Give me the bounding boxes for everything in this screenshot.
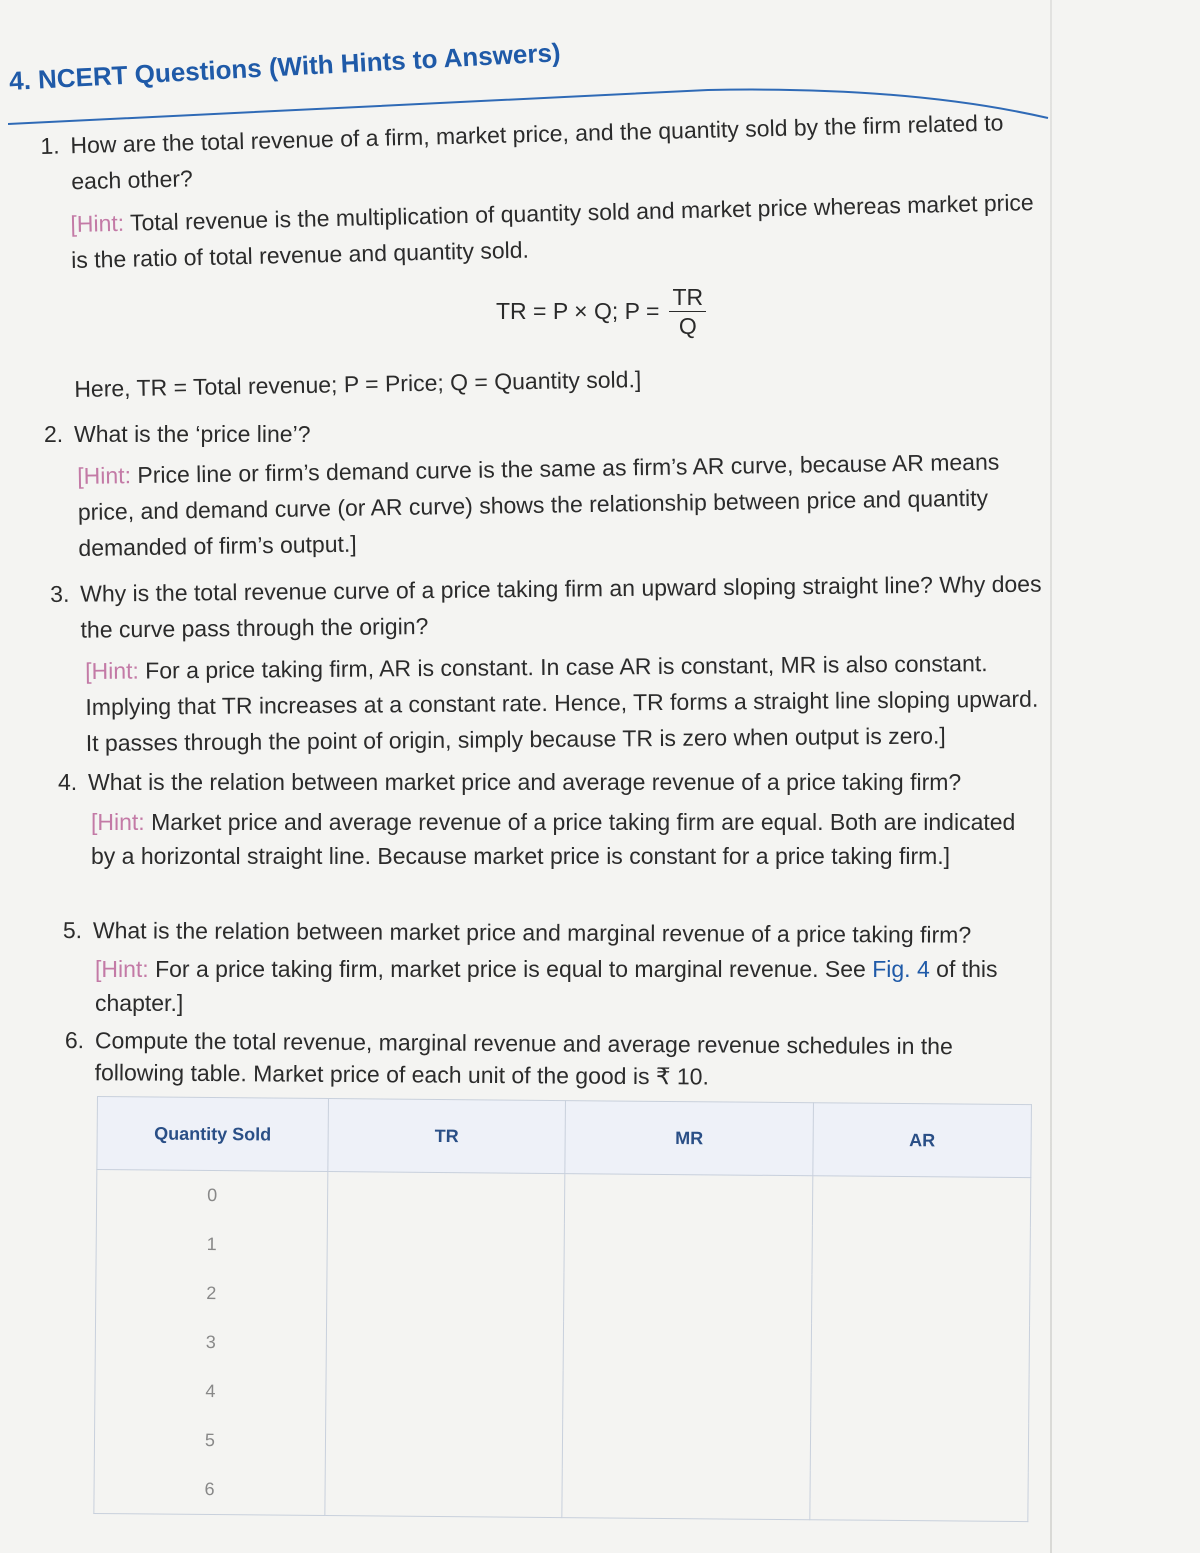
note-text: Here, TR = Total revenue; P = Price; Q = Quantity sold.]	[74, 366, 642, 402]
quantity-cell: 3	[95, 1317, 326, 1368]
mr-cell	[562, 1468, 810, 1520]
question-text: How are the total revenue of a firm, market price, and the quantity sold by the firm related to each other?	[70, 109, 1004, 195]
hint-3	[85, 645, 1041, 761]
hint-5	[95, 952, 1035, 1020]
ar-cell	[810, 1421, 1028, 1472]
mr-cell	[564, 1223, 812, 1274]
mr-cell	[562, 1419, 810, 1470]
fraction-numerator: TR	[669, 283, 706, 312]
tr-cell	[327, 1172, 564, 1224]
hint-text-end: of this chapter.]	[95, 956, 998, 1016]
question-number: 3.	[50, 580, 70, 607]
mr-cell	[564, 1272, 812, 1323]
question-number: 4.	[58, 769, 78, 795]
formula-note	[74, 359, 775, 407]
hint-2	[77, 443, 1047, 566]
header-mr: MR	[565, 1101, 814, 1176]
table-row	[95, 1317, 1029, 1374]
header-ar: AR	[813, 1103, 1032, 1178]
question-text: Compute the total revenue, marginal revenue and average revenue schedules in the following table. Market price of each unit of the good is ₹ 10.	[94, 1027, 953, 1090]
table-row	[94, 1464, 1028, 1522]
ar-cell	[811, 1323, 1029, 1374]
question-5	[63, 912, 1033, 953]
table-row	[94, 1415, 1028, 1472]
hint-text: For a price taking firm, AR is constant. In case AR is constant, MR is also constant. Implying that TR increases at a constant rate. Hence, TR forms a straight line sloping upward. It passes through the point of origin, simply because TR is zero when output is zero.]	[85, 650, 1039, 756]
fraction	[669, 283, 706, 340]
question-6	[65, 1024, 1035, 1095]
ar-cell	[812, 1274, 1030, 1325]
hint-label: [Hint:	[85, 657, 139, 684]
question-4	[58, 764, 1028, 800]
hint-4	[91, 805, 1036, 873]
hint-text: Total revenue is the multiplication of quantity sold and market price whereas market price is the ratio of total revenue and quantity sold.	[70, 189, 1034, 273]
ar-cell	[810, 1470, 1028, 1521]
revenue-schedule-table	[93, 1096, 1032, 1522]
mr-cell	[563, 1370, 811, 1421]
tr-cell	[325, 1417, 562, 1468]
tr-cell	[327, 1270, 564, 1321]
question-text: What is the relation between market price and average revenue of a price taking firm?	[88, 769, 962, 795]
question-number: 6.	[64, 1026, 85, 1054]
question-3	[50, 566, 1045, 648]
tr-cell	[325, 1466, 562, 1518]
question-number: 1.	[40, 132, 60, 159]
formula-left: TR = P × Q; P =	[496, 298, 660, 324]
table-row	[96, 1268, 1030, 1325]
tr-cell	[326, 1319, 563, 1370]
table-row	[95, 1366, 1029, 1423]
page-edge	[1050, 0, 1052, 1553]
table-row	[96, 1219, 1030, 1276]
table-header-row	[97, 1097, 1032, 1178]
hint-label: [Hint:	[91, 809, 145, 835]
header-tr: TR	[328, 1099, 566, 1174]
quantity-cell: 2	[96, 1268, 327, 1319]
hint-text: Market price and average revenue of a price taking firm are equal. Both are indicated by a horizontal straight line. Because market price is constant for a price taking firm.]	[91, 809, 1016, 869]
hint-1	[70, 184, 1049, 278]
quantity-cell: 1	[96, 1219, 327, 1270]
hint-text: Price line or firm’s demand curve is the same as firm’s AR curve, because AR means price, and demand curve (or AR curve) shows the relationship between price and quantity demanded of firm’s output.]	[77, 448, 1000, 561]
question-text: Why is the total revenue curve of a price taking firm an upward sloping straight line? Why does the curve pass through the origin?	[80, 570, 1042, 643]
hint-label: [Hint:	[70, 209, 125, 237]
mr-cell	[564, 1174, 812, 1226]
question-number: 5.	[62, 916, 83, 944]
table-row	[96, 1170, 1030, 1228]
question-text: What is the ‘price line’?	[74, 421, 311, 447]
quantity-cell: 5	[94, 1415, 325, 1466]
hint-text: For a price taking firm, market price is equal to marginal revenue. See	[148, 956, 873, 982]
quantity-cell: 6	[94, 1464, 325, 1516]
quantity-cell: 0	[96, 1170, 327, 1222]
hint-label: [Hint:	[95, 956, 149, 982]
tr-cell	[327, 1221, 564, 1272]
figure-link[interactable]: Fig. 4	[872, 956, 930, 982]
question-number: 2.	[44, 421, 64, 447]
mr-cell	[563, 1321, 811, 1372]
quantity-cell: 4	[95, 1366, 326, 1417]
question-text: What is the relation between market price and marginal revenue of a price taking firm?	[92, 917, 972, 948]
ar-cell	[811, 1372, 1029, 1423]
ar-cell	[812, 1176, 1030, 1227]
tr-cell	[326, 1368, 563, 1419]
section-title: 4. NCERT Questions (With Hints to Answers)	[8, 37, 562, 97]
header-quantity-sold: Quantity Sold	[97, 1097, 329, 1172]
tr-formula	[496, 283, 706, 340]
ar-cell	[812, 1225, 1030, 1276]
fraction-denominator: Q	[678, 313, 697, 339]
hint-label: [Hint:	[77, 462, 132, 489]
